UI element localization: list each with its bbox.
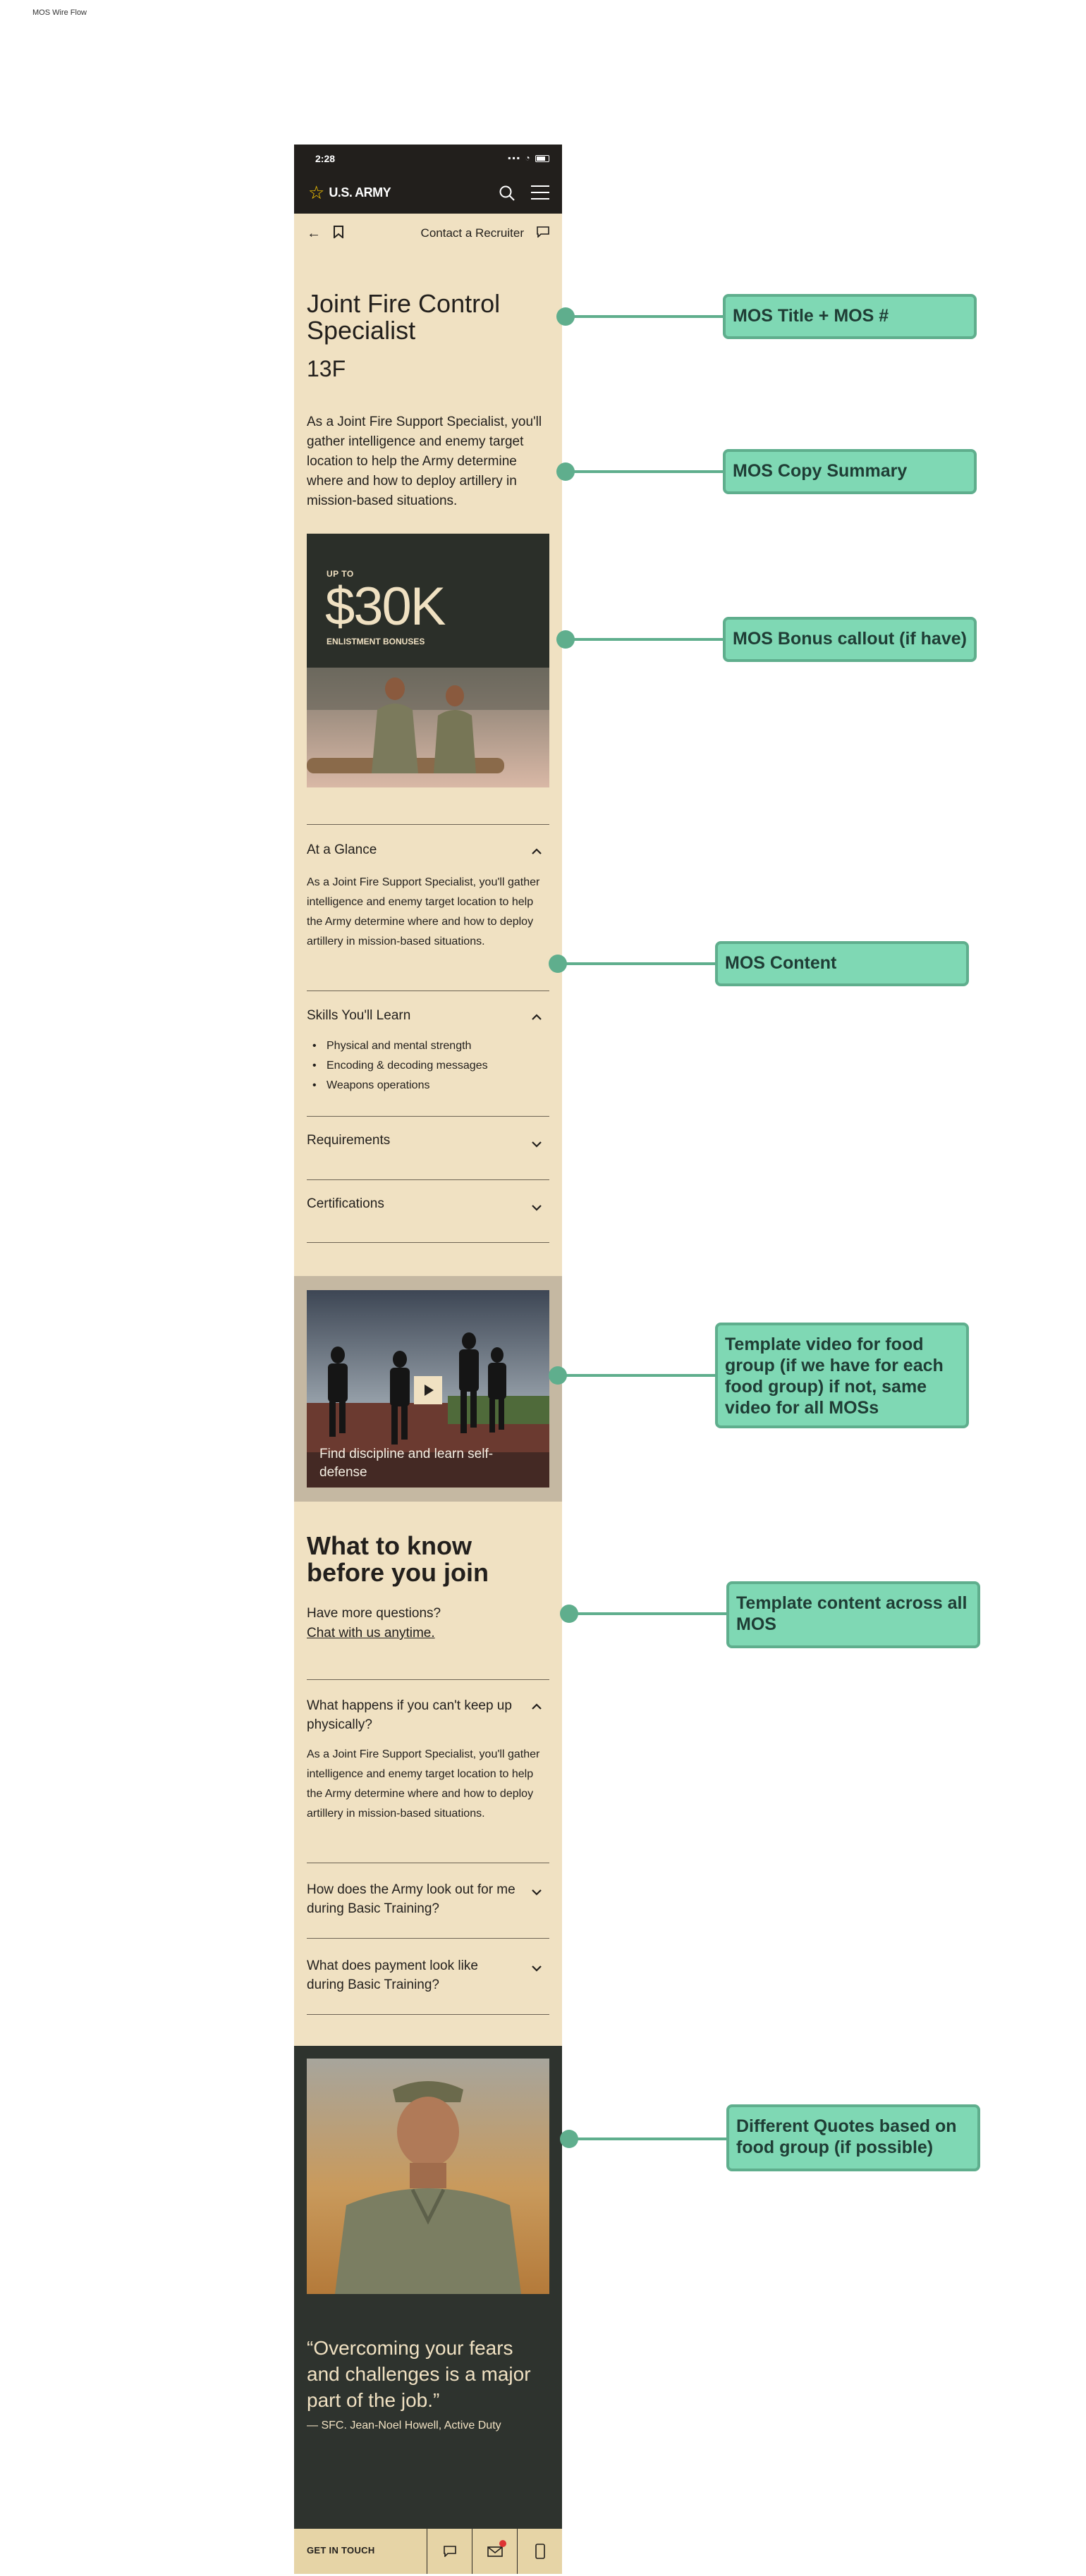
divider — [307, 1938, 549, 1939]
video-caption: Find discipline and learn self-defense — [319, 1447, 494, 1480]
star-icon: ☆ — [308, 182, 325, 203]
status-bar — [294, 145, 562, 173]
search-icon[interactable] — [499, 185, 515, 202]
list-item: • Weapons operations — [327, 1076, 488, 1096]
more-questions-text: Have more questions? — [307, 1606, 441, 1621]
annotation-connector — [573, 1612, 728, 1615]
section-title: What to know before you join — [307, 1531, 489, 1587]
bonus-amount: $30K — [325, 577, 445, 637]
divider — [307, 824, 549, 825]
faq-answer-1: As a Joint Fire Support Specialist, you'll gather intelligence and enemy target location to help the Army determine where and how to deploy artillery in mission-based situations. — [307, 1748, 540, 1820]
status-icons — [508, 153, 549, 163]
chat-button[interactable] — [427, 2529, 472, 2574]
annotation-connector — [562, 962, 717, 965]
chevron-down-icon[interactable] — [531, 1141, 542, 1148]
accordion-requirements[interactable]: Requirements — [307, 1133, 391, 1148]
chat-link[interactable]: Chat with us anytime. — [307, 1626, 435, 1640]
mos-title: Joint Fire Control Specialist — [307, 289, 501, 345]
video-section — [294, 1276, 562, 1502]
mos-summary: As a Joint Fire Support Specialist, you'll gather intelligence and enemy target location to help the Army determine where and how to deploy artillery in mission-based situations. — [307, 415, 542, 508]
divider — [307, 2014, 549, 2015]
mobile-page — [294, 145, 562, 2574]
chat-icon[interactable] — [537, 226, 549, 238]
brand-name: U.S. ARMY — [329, 185, 391, 200]
divider — [307, 990, 549, 991]
divider — [307, 1116, 549, 1117]
annotation-quotes: Different Quotes based on food group (if possible) — [726, 2104, 980, 2171]
bonus-up-to: UP TO — [327, 569, 354, 579]
annotation-connector — [562, 1374, 717, 1377]
annotation-connector — [573, 2138, 728, 2140]
chevron-down-icon[interactable] — [531, 1889, 542, 1896]
army-logo[interactable] — [308, 184, 391, 201]
sub-navigation — [294, 214, 562, 252]
divider — [307, 1679, 549, 1680]
soldiers-photo — [307, 668, 549, 787]
faq-question-2[interactable]: How does the Army look out for me during Basic Training? — [307, 1882, 515, 1916]
get-in-touch-bar — [294, 2529, 562, 2574]
bonus-label: ENLISTMENT BONUSES — [327, 637, 425, 646]
list-item: • Encoding & decoding messages — [327, 1056, 488, 1076]
phone-button[interactable] — [517, 2529, 562, 2574]
quote-attribution: — SFC. Jean-Noel Howell, Active Duty — [307, 2419, 501, 2431]
annotation-template-content: Template content across all MOS — [726, 1581, 980, 1648]
faq-question-1[interactable]: What happens if you can't keep up physically? — [307, 1698, 512, 1732]
signal-icon: ▪▪▪ — [508, 153, 522, 163]
annotation-bonus: MOS Bonus callout (if have) — [723, 617, 977, 662]
annotation-mos-summary: MOS Copy Summary — [723, 449, 977, 494]
top-navigation — [294, 173, 562, 214]
skills-list — [327, 1036, 488, 1096]
annotation-mos-content: MOS Content — [715, 941, 969, 986]
accordion-at-a-glance[interactable]: At a Glance — [307, 842, 377, 857]
phone-icon — [535, 2544, 545, 2559]
play-icon[interactable] — [414, 1376, 442, 1404]
divider — [307, 1242, 549, 1243]
annotation-connector — [570, 638, 725, 641]
get-in-touch-label: GET IN TOUCH — [307, 2545, 375, 2556]
chevron-up-icon[interactable] — [531, 848, 542, 855]
annotation-mos-title: MOS Title + MOS # — [723, 294, 977, 339]
mos-code: 13F — [307, 356, 346, 381]
battery-icon — [535, 155, 549, 162]
accordion-skills[interactable]: Skills You'll Learn — [307, 1008, 411, 1023]
quote-text: “Overcoming your fears and challenges is a major part of the job.” — [307, 2337, 531, 2411]
document-title: MOS Wire Flow — [32, 8, 87, 17]
chevron-up-icon[interactable] — [531, 1703, 542, 1710]
faq-question-3[interactable]: What does payment look like during Basic Training? — [307, 1958, 478, 1992]
list-item: • Physical and mental strength — [327, 1036, 488, 1056]
wifi-icon: ◔ — [525, 153, 532, 163]
contact-recruiter-link[interactable]: Contact a Recruiter — [420, 226, 524, 240]
video-player[interactable] — [307, 1290, 549, 1488]
annotation-template-video: Template video for food group (if we have for each food group) if not, same video for all MOSs — [715, 1323, 969, 1428]
bookmark-icon[interactable] — [334, 226, 343, 238]
annotation-connector — [570, 315, 725, 318]
mail-icon — [487, 2546, 503, 2557]
soldier-portrait — [307, 2059, 549, 2294]
chevron-up-icon[interactable] — [531, 1014, 542, 1021]
back-arrow-icon[interactable]: ← — [307, 226, 321, 241]
chevron-down-icon[interactable] — [531, 1204, 542, 1211]
at-a-glance-body: As a Joint Fire Support Specialist, you'll gather intelligence and enemy target location to help the Army determine where and how to deploy artillery in mission-based situations. — [307, 876, 540, 947]
email-button[interactable] — [472, 2529, 517, 2574]
accordion-certifications[interactable]: Certifications — [307, 1196, 384, 1211]
divider — [307, 1179, 549, 1180]
status-time: 2:28 — [315, 153, 336, 164]
annotation-connector — [570, 470, 725, 473]
quote-section — [294, 2046, 562, 2574]
chat-icon — [444, 2546, 456, 2557]
menu-icon[interactable] — [531, 185, 549, 201]
chevron-down-icon[interactable] — [531, 1965, 542, 1972]
notification-badge — [499, 2540, 506, 2547]
bonus-callout — [307, 534, 549, 668]
